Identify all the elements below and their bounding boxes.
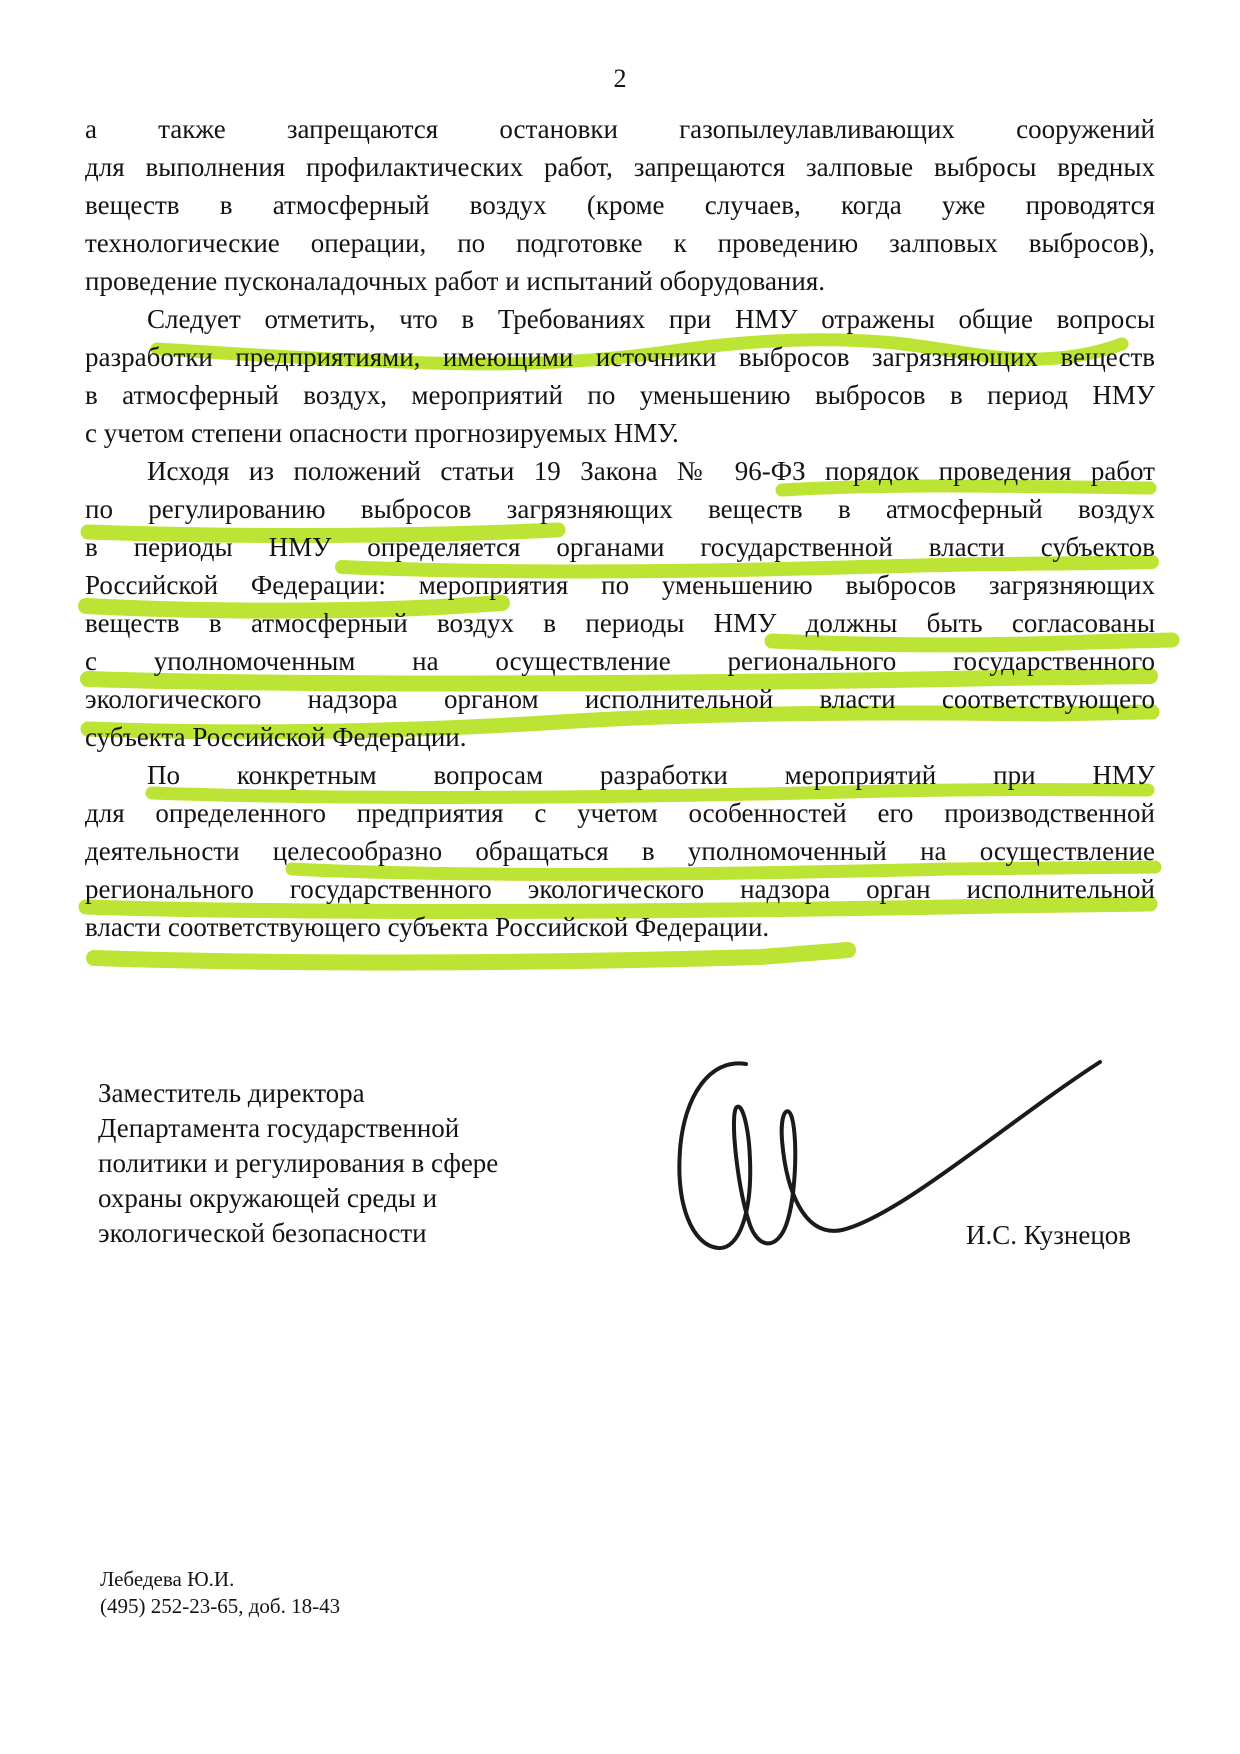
text-line: Российской Федерации: мероприятия по уменьшению выбросов загрязняющих — [85, 570, 1155, 600]
signer-title-line: охраны окружающей среды и — [98, 1183, 438, 1213]
text-line: разработки предприятиями, имеющими источники выбросов загрязняющих веществ — [85, 342, 1155, 372]
text-line: для определенного предприятия с учетом особенностей его производственной — [85, 798, 1155, 828]
document-body — [85, 110, 1155, 946]
text-line: в атмосферный воздух, мероприятий по уменьшению выбросов в период НМУ — [85, 380, 1155, 410]
text-line: в периоды НМУ определяется органами государственной власти субъектов — [85, 532, 1155, 562]
text-line: технологические операции, по подготовке к проведению залповых выбросов), — [85, 228, 1155, 258]
text-line: экологического надзора органом исполнительной власти соответствующего — [85, 684, 1155, 714]
signer-title-line: Департамента государственной — [98, 1113, 460, 1143]
paragraph — [85, 300, 1155, 452]
page-number: 2 — [613, 64, 627, 93]
text-line: деятельности целесообразно обращаться в уполномоченный на осуществление — [85, 836, 1155, 866]
paragraph — [85, 452, 1155, 756]
text-line: по регулированию выбросов загрязняющих веществ в атмосферный воздух — [85, 494, 1155, 524]
executor-phone: (495) 252-23-65, доб. 18-43 — [100, 1594, 341, 1618]
executor-name: Лебедева Ю.И. — [100, 1567, 235, 1591]
paragraph — [85, 756, 1155, 946]
text-line: Следует отметить, что в Требованиях при НМУ отражены общие вопросы — [147, 304, 1155, 334]
text-line: власти соответствующего субъекта Российской Федерации. — [85, 912, 770, 942]
text-line: для выполнения профилактических работ, запрещаются залповые выбросы вредных — [85, 152, 1155, 182]
signer-title-line: экологической безопасности — [98, 1218, 427, 1248]
text-line: Исходя из положений статьи 19 Закона № 96-ФЗ порядок проведения работ — [147, 456, 1155, 486]
text-line: субъекта Российской Федерации. — [85, 722, 467, 752]
signee-name: И.С. Кузнецов — [966, 1220, 1132, 1250]
signer-title-line: Заместитель директора — [98, 1078, 365, 1108]
text-line: веществ в атмосферный воздух (кроме случаев, когда уже проводятся — [85, 190, 1155, 220]
paragraph — [85, 110, 1155, 300]
text-line: а также запрещаются остановки газопылеулавливающих сооружений — [85, 114, 1155, 144]
executor-block — [100, 1566, 340, 1620]
text-line: По конкретным вопросам разработки мероприятий при НМУ — [147, 760, 1155, 790]
text-line: с уполномоченным на осуществление регионального государственного — [85, 646, 1155, 676]
signature-title-block — [98, 1076, 578, 1251]
signer-title-line: политики и регулирования в сфере — [98, 1148, 499, 1178]
text-line: с учетом степени опасности прогнозируемых НМУ. — [85, 418, 679, 448]
highlight-stroke — [94, 950, 848, 962]
text-line: регионального государственного экологического надзора орган исполнительной — [85, 874, 1155, 904]
text-line: проведение пусконаладочных работ и испытаний оборудования. — [85, 266, 825, 296]
text-line: веществ в атмосферный воздух в периоды НМУ должны быть согласованы — [85, 608, 1155, 638]
